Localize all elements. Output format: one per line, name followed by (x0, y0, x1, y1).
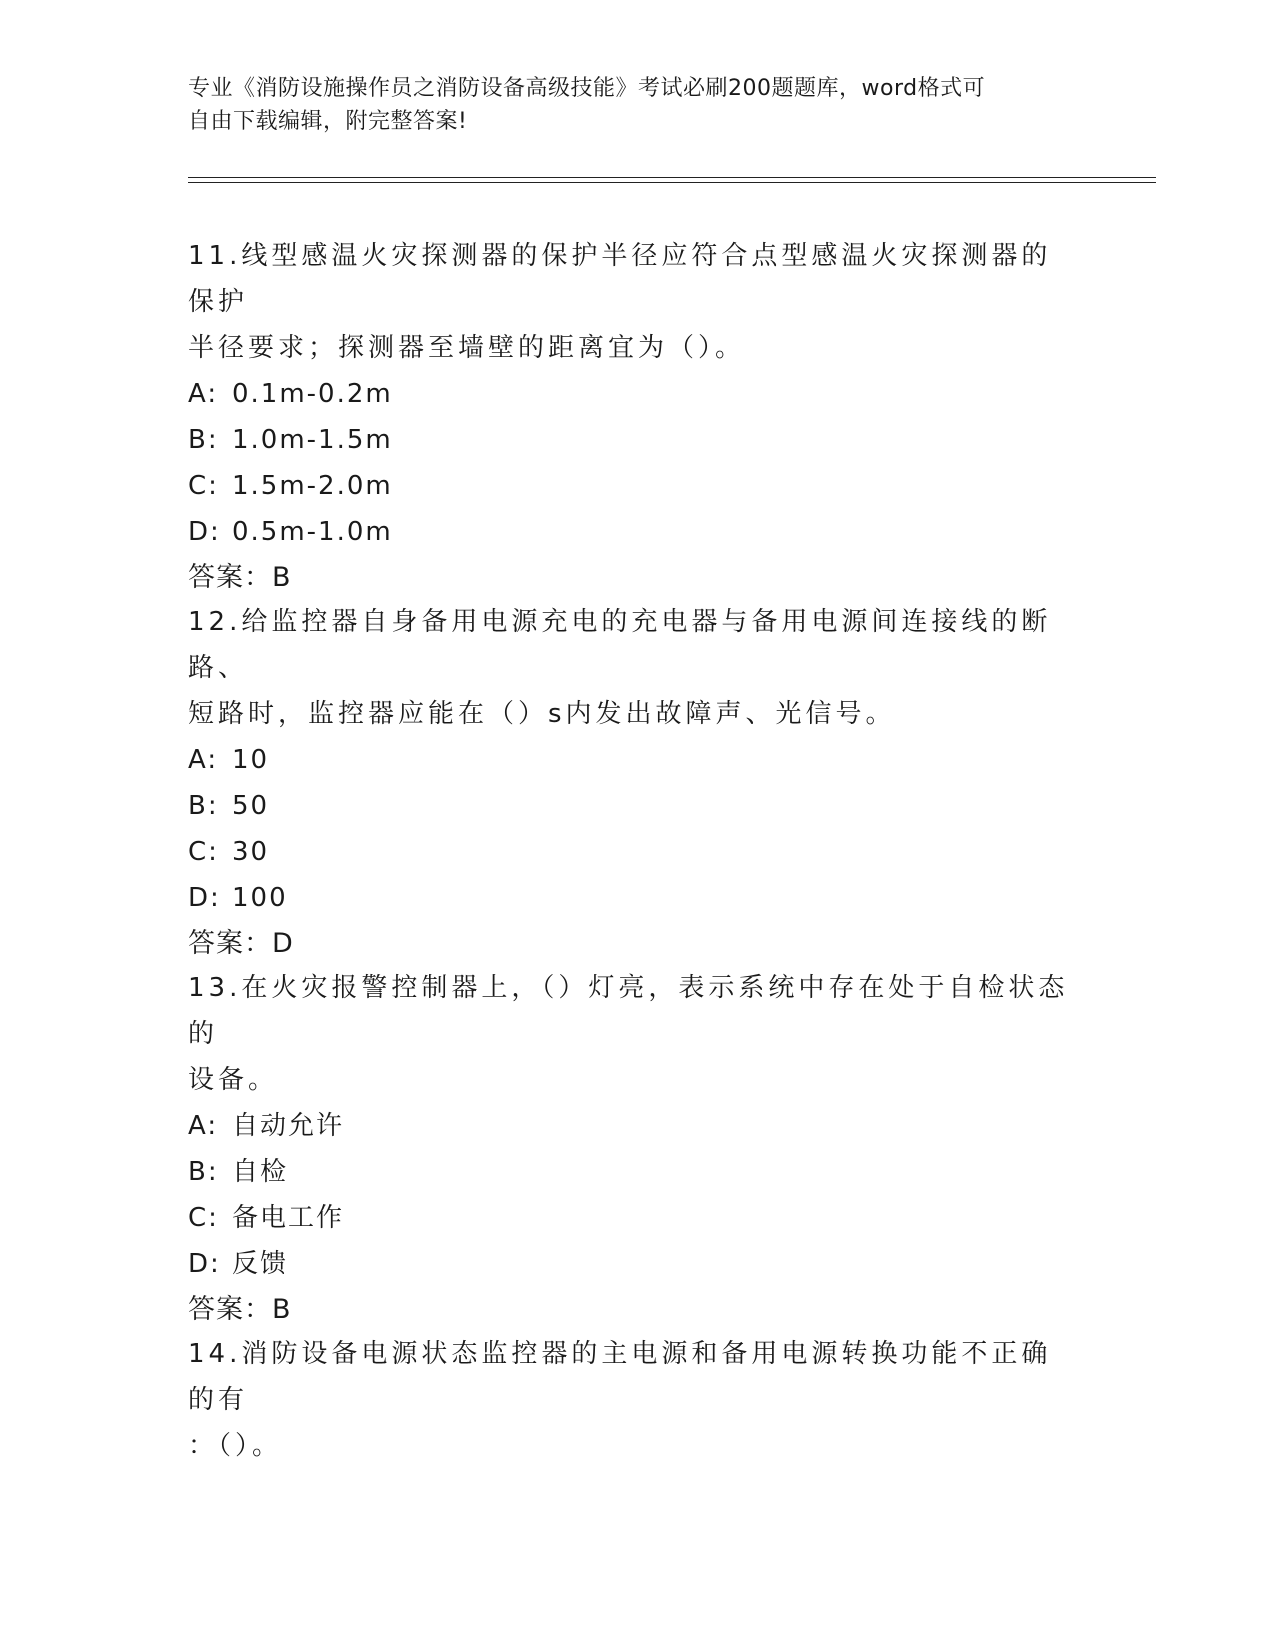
option-letter: D: (188, 517, 221, 547)
question-text-line-2: 设备。 (188, 1065, 279, 1095)
option-letter: A: (188, 745, 219, 775)
option-b (188, 1149, 1078, 1195)
option-letter: A: (188, 1111, 219, 1141)
option-text: 备电工作 (232, 1203, 345, 1233)
option-text: 0.5m-1.0m (232, 517, 393, 547)
question-text-line-1: 11.线型感温火灾探测器的保护半径应符合点型感温火灾探测器的保护 (188, 241, 1052, 317)
answer: 答案：B (188, 1294, 292, 1325)
answer: 答案：D (188, 928, 294, 959)
option-a (188, 737, 1078, 783)
question-14 (188, 1331, 1078, 1469)
option-letter: C: (188, 1203, 219, 1233)
option-b (188, 783, 1078, 829)
option-b (188, 417, 1078, 463)
question-11 (188, 233, 1078, 601)
option-text: 30 (232, 837, 270, 867)
option-letter: B: (188, 425, 219, 455)
option-text: 1.5m-2.0m (232, 471, 393, 501)
question-text-line-1: 13.在火灾报警控制器上，（）灯亮，表示系统中存在处于自检状态的 (188, 973, 1069, 1049)
option-letter: A: (188, 379, 219, 409)
answer: 答案：B (188, 562, 292, 593)
option-c (188, 1195, 1078, 1241)
option-letter: C: (188, 471, 219, 501)
option-c (188, 829, 1078, 875)
option-letter: D: (188, 883, 221, 913)
option-d (188, 1241, 1078, 1287)
option-text: 0.1m-0.2m (232, 379, 393, 409)
header-divider-bottom (188, 182, 1156, 183)
header-divider-top (188, 177, 1156, 178)
option-a (188, 371, 1078, 417)
option-text: 1.0m-1.5m (232, 425, 393, 455)
option-text: 10 (232, 745, 270, 775)
question-12 (188, 599, 1078, 967)
question-13 (188, 965, 1078, 1333)
header-line-2: 自由下载编辑，附完整答案! (188, 109, 468, 134)
option-text: 50 (232, 791, 270, 821)
option-c (188, 463, 1078, 509)
option-letter: B: (188, 791, 219, 821)
option-a (188, 1103, 1078, 1149)
option-text: 自动允许 (232, 1111, 345, 1141)
option-letter: D: (188, 1249, 221, 1279)
question-text-line-1: 12.给监控器自身备用电源充电的充电器与备用电源间连接线的断路、 (188, 607, 1052, 683)
option-letter: B: (188, 1157, 219, 1187)
question-text-line-2: 短路时，监控器应能在（）s内发出故障声、光信号。 (188, 699, 896, 729)
option-letter: C: (188, 837, 219, 867)
question-text-line-2: 半径要求；探测器至墙壁的距离宜为（）。 (188, 333, 746, 363)
option-d (188, 509, 1078, 555)
document-header (188, 72, 1068, 138)
question-text-line-1: 14.消防设备电源状态监控器的主电源和备用电源转换功能不正确的有 (188, 1339, 1052, 1415)
option-d (188, 875, 1078, 921)
option-text: 反馈 (232, 1249, 289, 1279)
option-text: 自检 (232, 1157, 289, 1187)
option-text: 100 (232, 883, 288, 913)
question-text-line-2: ：（）。 (188, 1431, 283, 1461)
header-line-1: 专业《消防设施操作员之消防设备高级技能》考试必刷200题题库，word格式可 (188, 76, 986, 101)
